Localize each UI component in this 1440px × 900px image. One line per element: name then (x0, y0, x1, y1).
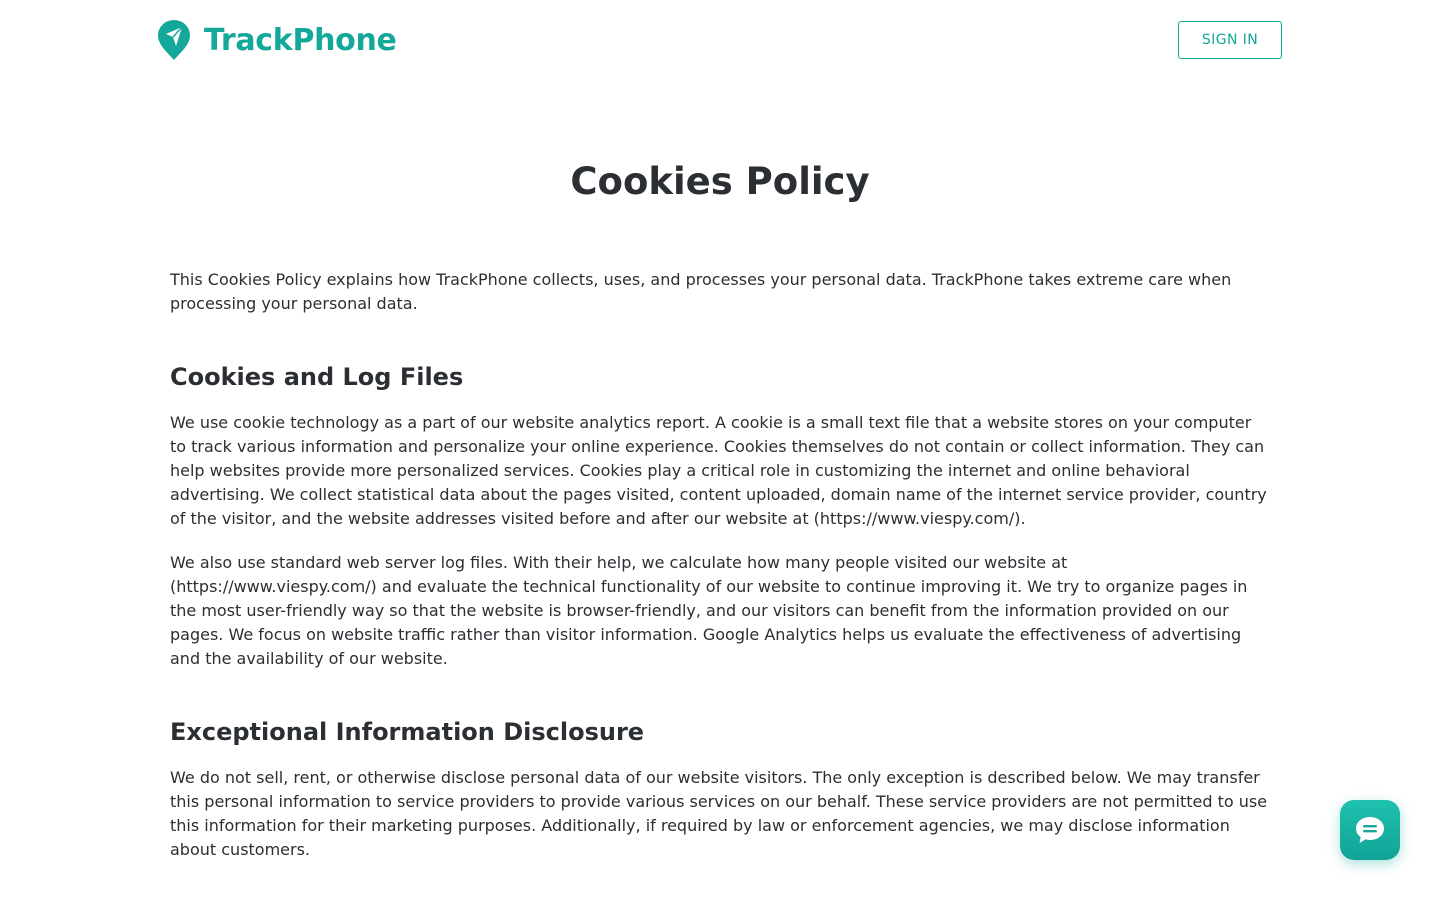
chat-bubble-icon (1354, 815, 1386, 845)
page-title: Cookies Policy (570, 160, 870, 203)
section-paragraph: We also use standard web server log files. With their help, we calculate how many people visited our website at (https://www.viespy.com/) and evaluate the technical functionality of our website to continue improving it. We try to organize pages in the most user-friendly way so that the website is browser-friendly, and our visitors can benefit from the information provided on our pages. We focus on website traffic rather than visitor information. Google Analytics helps us evaluate the effectiveness of advertising and the availability of our website. (170, 553, 1248, 668)
map-pin-arrow-icon (157, 19, 191, 61)
section-heading-cookies: Cookies and Log Files (170, 363, 464, 391)
section-heading-disclosure: Exceptional Information Disclosure (170, 718, 645, 746)
policy-content (170, 268, 1270, 882)
brand-logo-link[interactable] (157, 19, 397, 61)
intro-paragraph: This Cookies Policy explains how TrackPhone collects, uses, and processes your personal data. TrackPhone takes extreme care when processing your personal data. (170, 270, 1232, 313)
section-paragraph: We do not sell, rent, or otherwise disclose personal data of our website visitors. The only exception is described below. We may transfer this personal information to service providers to provide various services on our behalf. These service providers are not permitted to use this information for their marketing purposes. Additionally, if required by law or enforcement agencies, we may disclose information about customers. (170, 768, 1268, 859)
sign-in-button[interactable]: SIGN IN (1178, 21, 1282, 59)
chat-button[interactable] (1340, 800, 1400, 860)
site-header (0, 0, 1440, 80)
brand-name: TrackPhone (204, 22, 397, 58)
section-paragraph: We use cookie technology as a part of our website analytics report. A cookie is a small text file that a website stores on your computer to track various information and personalize your online experience. Cookies themselves do not contain or collect information. They can help websites provide more personalized services. Cookies play a critical role in customizing the internet and online behavioral advertising. We collect statistical data about the pages visited, content uploaded, domain name of the internet service provider, country of the visitor, and the website addresses visited before and after our website at (https://www.viespy.com/). (170, 413, 1267, 528)
